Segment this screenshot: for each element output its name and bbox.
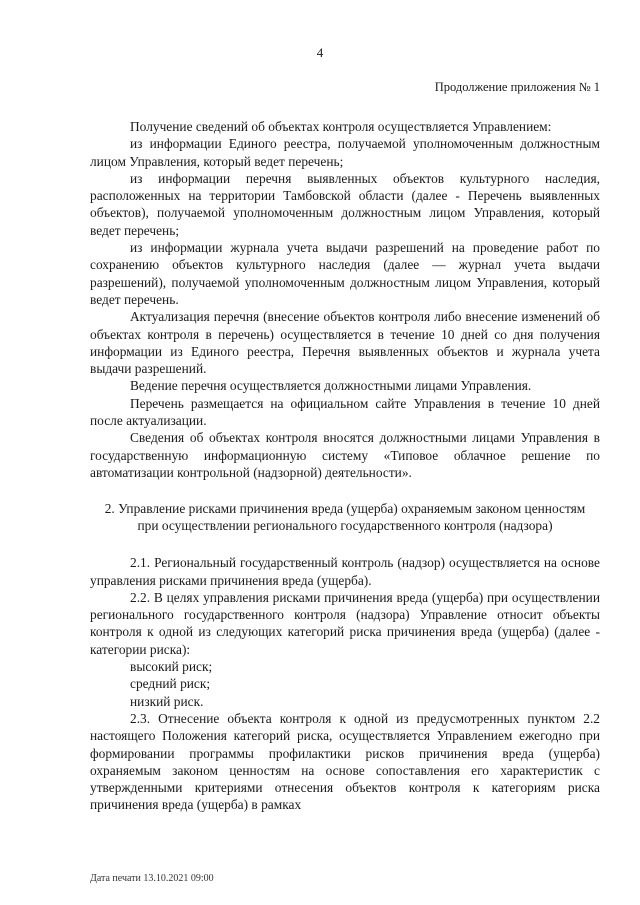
paragraph: из информации журнала учета выдачи разрешений на проведение работ по сохранению объектов культурного наследия (далее — журнал учета выдачи разрешений), получаемой уполномоченным должностным лицом Управления, который ведет перечень. <box>90 240 600 307</box>
paragraph: Ведение перечня осуществляется должностными лицами Управления. <box>130 378 532 394</box>
paragraph: Перечень размещается на официальном сайте Управления в течение 10 дней после актуализации. <box>90 395 600 429</box>
list-item: средний риск; <box>130 676 211 692</box>
document-body <box>90 118 600 814</box>
section-heading: 2. Управление рисками причинения вреда (ущерба) охраняемым законом ценностям при осуществлении регионального государственного контроля (надзора) <box>104 501 586 534</box>
paragraph: 2.3. Отнесение объекта контроля к одной из предусмотренных пунктом 2.2 настоящего Положения категорий риска, осуществляется Управлением ежегодно при формировании программы профилактики рисков причинения вреда (ущерба) охраняемым законом ценностям на основе сопоставления его характеристик с утвержденными критериями отнесения объектов контроля к категориям риска причинения вреда (ущерба) в рамках <box>90 710 600 813</box>
list-item: низкий риск. <box>130 693 204 709</box>
list-item: высокий риск; <box>130 659 213 675</box>
page-number: 4 <box>316 45 324 60</box>
paragraph: Сведения об объектах контроля вносятся должностными лицами Управления в государственную информационную систему «Типовое облачное решение по автоматизации контрольной (надзорной) деятельности». <box>90 430 600 480</box>
paragraph: Актуализация перечня (внесение объектов контроля либо внесение изменений об объектах контроля в перечень) осуществляется в течение 10 дней со дня получения информации из Единого реестра, Перечня выявленных объектов и журнала учета выдачи разрешений. <box>90 309 600 377</box>
print-date: Дата печати 13.10.2021 09:00 <box>90 873 214 884</box>
paragraph: из информации перечня выявленных объектов культурного наследия, расположенных на территории Тамбовской области (далее - Перечень выявленных объектов), получаемой уполномоченным должностным лицом Управления, который ведет перечень; <box>90 170 600 238</box>
paragraph: 2.1. Региональный государственный контроль (надзор) осуществляется на основе управления рисками причинения вреда (ущерба). <box>90 555 600 588</box>
appendix-note: Продолжение приложения № 1 <box>434 80 600 94</box>
paragraph: Получение сведений об объектах контроля осуществляется Управлением: <box>130 119 552 134</box>
paragraph: 2.2. В целях управления рисками причинения вреда (ущерба) при осуществлении регионального государственного контроля (надзора) Управление относит объекты контроля к одной из следующих категорий риска причинения вреда (ущерба) (далее - категории риска): <box>90 589 600 657</box>
paragraph: из информации Единого реестра, получаемой уполномоченным должностным лицом Управления, который ведет перечень; <box>90 136 600 169</box>
